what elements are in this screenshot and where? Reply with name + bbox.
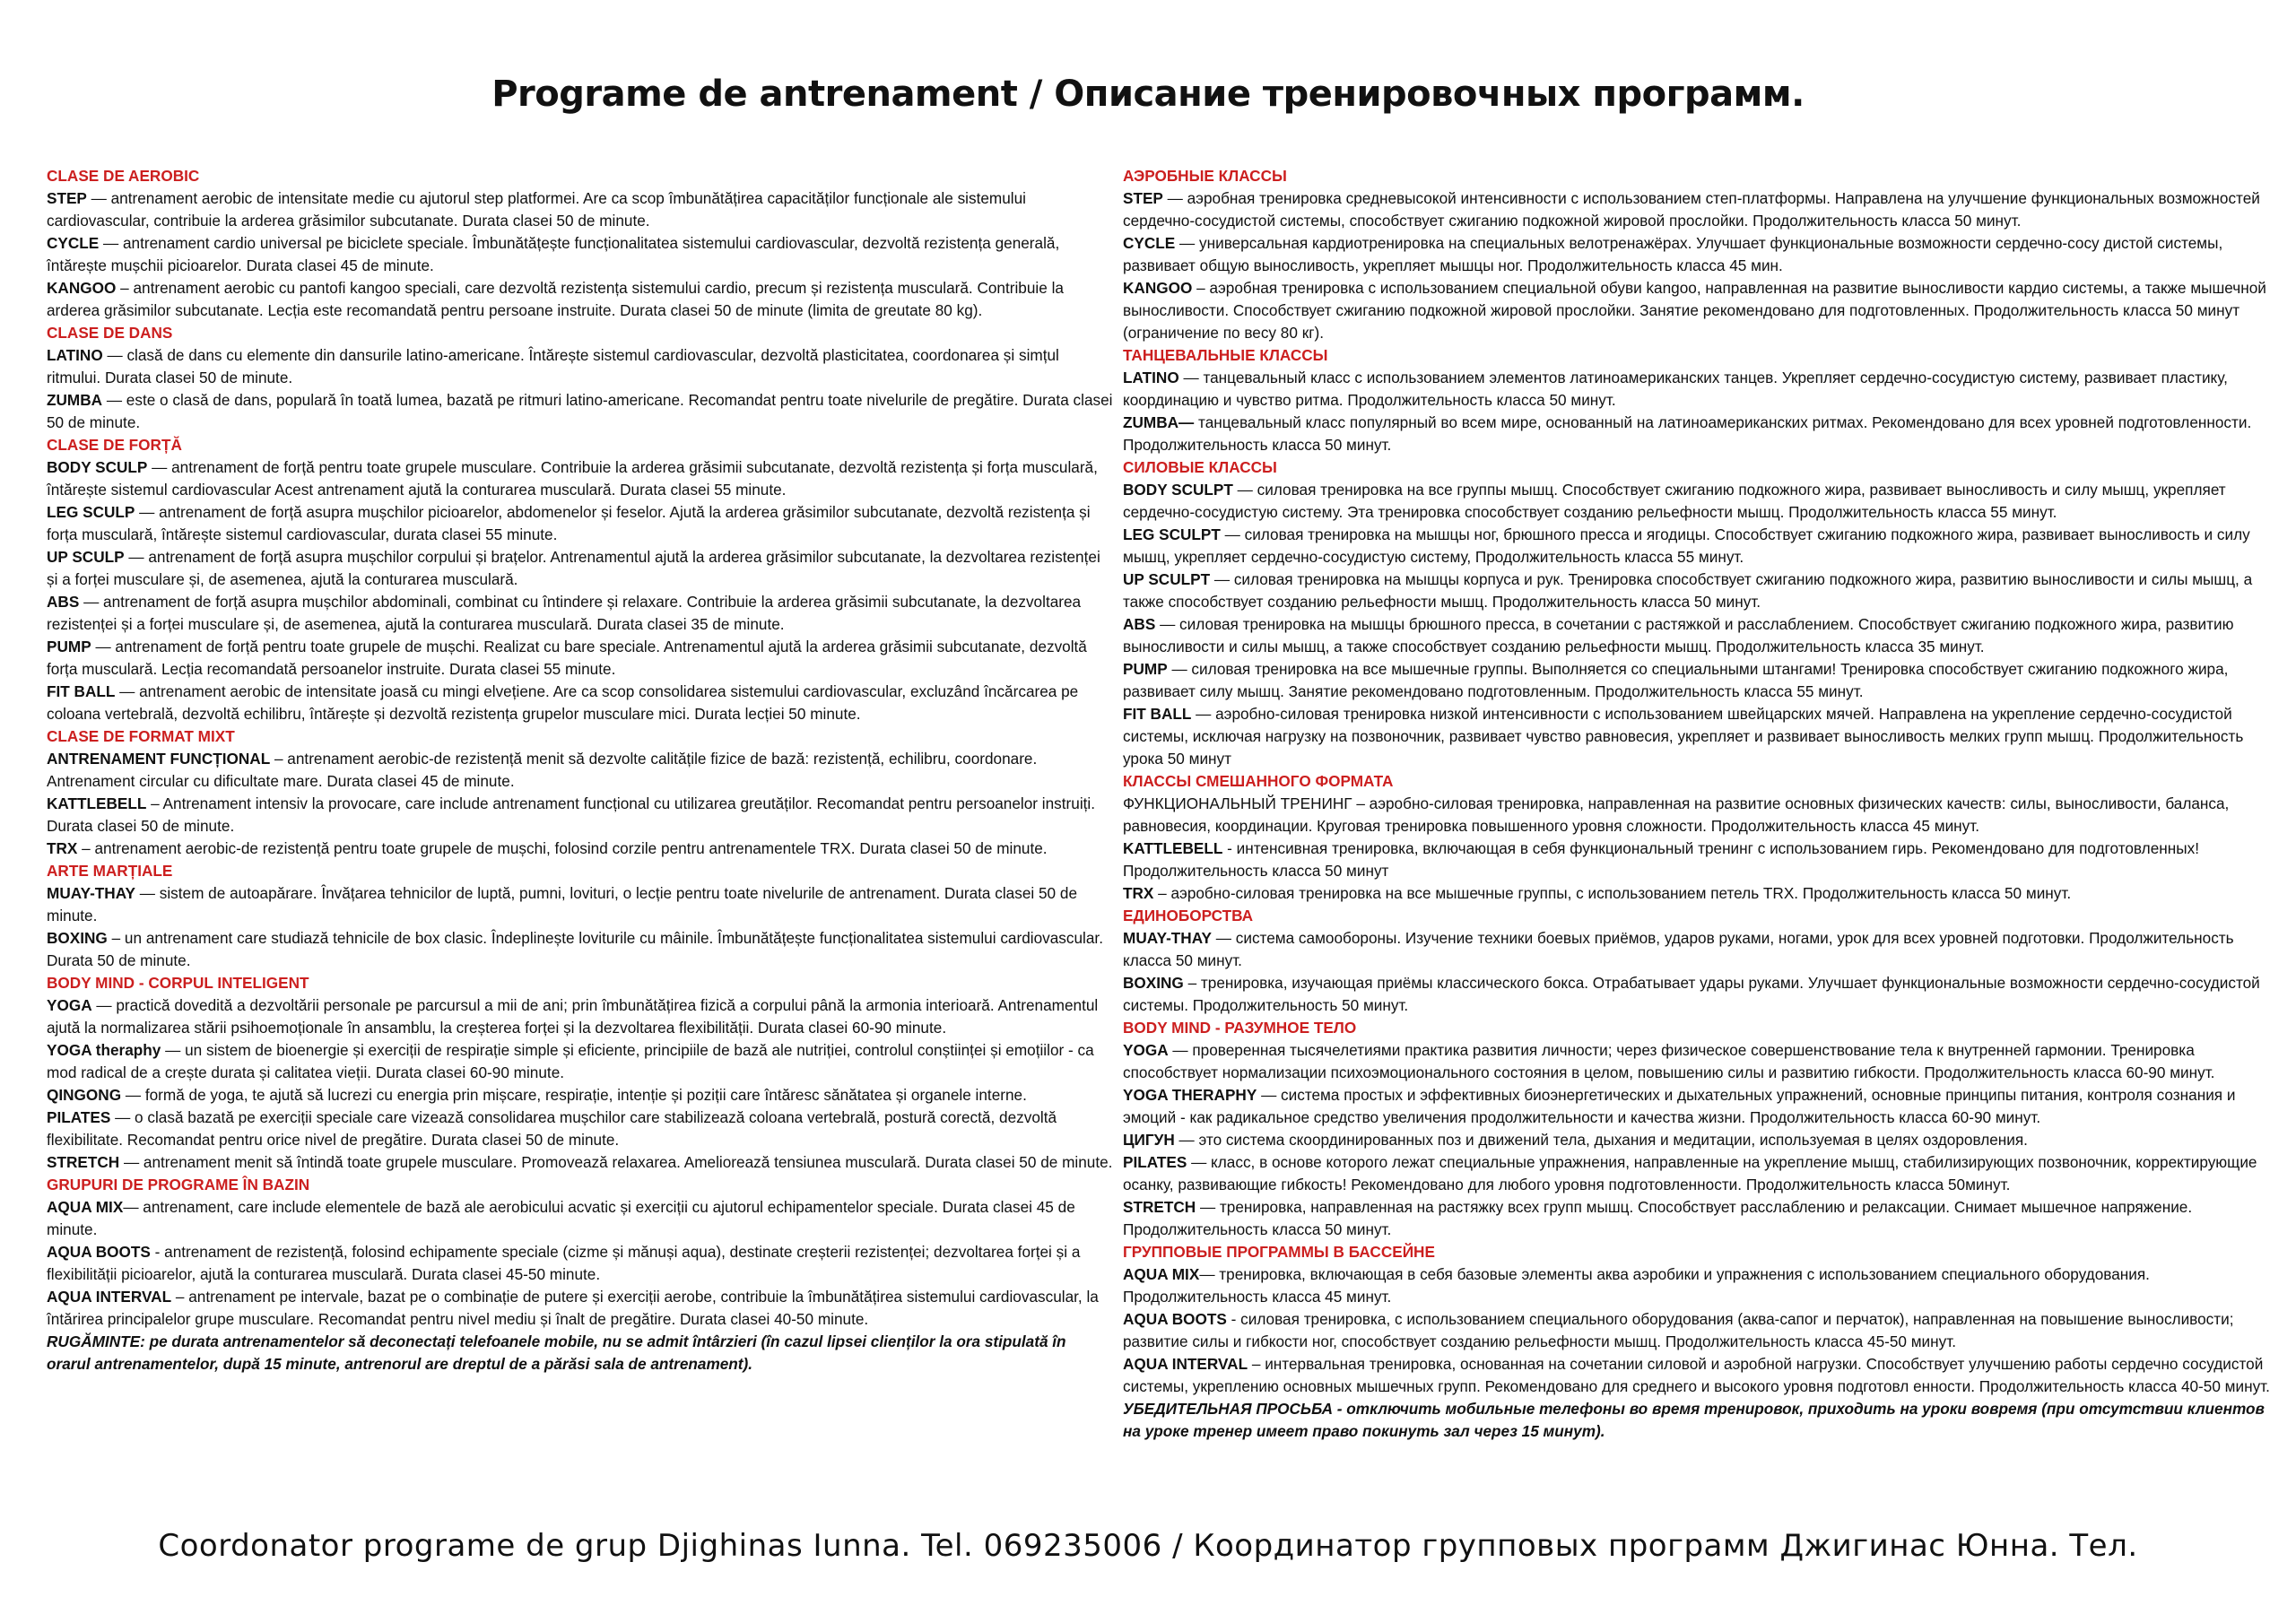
program-description: — antrenament cardio universal pe biciclete speciale. Îmbunătățește funcționalitatea sistemului cardiovascular, dezvoltă rezistența generală, întărește mușchii picioarelor. Durata clasei 45 de minute. [47, 234, 1060, 274]
program-name: AQUA BOOTS [1123, 1310, 1227, 1328]
section-heading: BODY MIND - РАЗУМНОЕ ТЕЛО [1123, 1019, 1357, 1037]
program-entry [47, 546, 1114, 591]
program-name: MUAY-THAY [1123, 929, 1213, 947]
program-description: — силовая тренировка на мышцы ног, брюшного пресса и ягодицы. Способствует сжиганию подкожного жира, развивает выносливость и силу мышц, укрепляет сердечно-сосудистую систему, Продолжительность класса 55 минут. [1123, 525, 2250, 566]
program-description: — универсальная кардиотренировка на специальных велотренажёрах. Улучшает функциональные возможности сердечно-сосу дистой системы, развивает общую выносливость, укрепляет мышцы ног. Продолжительность класса 45 мин. [1123, 234, 2223, 274]
notice-text [47, 1331, 1114, 1376]
program-description: - силовая тренировка, с использованием специального оборудования (аква-сапог и перчаток), направленная на повышение выносливости; развитие силы и гибкости ног, способствует созданию рельефности мышц. Продолжительность класса 45-50 минут. [1123, 1310, 2234, 1350]
program-name: UP SCULP [47, 548, 125, 566]
program-description: - интенсивная тренировка, включающая в себя функциональный тренинг с использованием гирь. Рекомендовано для подготовленных! Продолжительность класса 50 минут [1123, 839, 2199, 880]
program-entry [1123, 927, 2271, 972]
program-name: PILATES [47, 1108, 111, 1126]
program-name: LATINO [1123, 369, 1179, 386]
section-heading: CLASE DE FORȚĂ [47, 436, 182, 454]
section-heading: АЭРОБНЫЕ КЛАССЫ [1123, 167, 1287, 185]
program-description: – аэробно-силовая тренировка на все мышечные группы, с использованием петель TRX. Продолжительность класса 50 минут. [1153, 884, 2072, 902]
program-entry [47, 1039, 1114, 1084]
program-entry [1123, 658, 2271, 703]
program-description: — un sistem de bioenergie și exerciții de respirație simple și eficiente, principiile de bază ale nutriției, controlul conștiinței și emoțiilor - ca mod radical de a crește durata și calitatea vieții. Durata clasei 60-90 minute. [47, 1041, 1094, 1081]
program-description: — аэробно-силовая тренировка низкой интенсивности с использованием швейцарских мячей. Направлена на укрепление сердечно-сосудистой системы, исключая нагрузку на позвоночник, развивает чувство равновесия, укрепляет и развивает выносливость мелких групп мышц. Продолжительность урока 50 минут [1123, 705, 2244, 768]
program-name: AQUA INTERVAL [47, 1288, 172, 1306]
section-heading: ЕДИНОБОРСТВА [1123, 907, 1254, 924]
program-entry [47, 232, 1114, 277]
program-description: – аэробная тренировка с использованием специальной обуви kangoo, направленная на развитие выносливости кардио системы, а также мышечной выносливости. Способствует сжиганию подкожной жировой прослойки. Занятие рекомендовано для подготовленных. Продолжительность класса 50 минут (ограничение по весу 80 кг). [1123, 279, 2266, 342]
program-name: AQUA MIX [1123, 1265, 1200, 1283]
program-name: YOGA theraphy [47, 1041, 161, 1059]
program-name: STEP [1123, 189, 1163, 207]
program-entry [47, 838, 1114, 860]
page-title: Programe de antrenament / Описание тренировочных программ. [491, 74, 1805, 115]
program-entry [1123, 613, 2271, 658]
program-description: — o clasă bazată pe exerciții speciale care vizează consolidarea mușchilor care stabilizează coloana vertebrală, postură corectă, dezvoltă flexibilitate. Recomandat pentru orice nivel de pregătire. Durata clasei 50 de minute. [47, 1108, 1057, 1149]
program-entry [1123, 703, 2271, 770]
program-name: FIT BALL [47, 682, 116, 700]
program-name: ABS [47, 593, 80, 611]
program-name: ABS [1123, 615, 1156, 633]
program-name: ЦИГУН [1123, 1131, 1175, 1149]
program-name: BODY SCULPT [1123, 481, 1233, 499]
program-entry [47, 277, 1114, 322]
section-heading: ARTE MARȚIALE [47, 862, 173, 880]
program-description: — este o clasă de dans, populară în toată lumea, bazată pe ritmuri latino-americane. Recomandat pentru toate nivelurile de pregătire. Durata clasei 50 de minute. [47, 391, 1113, 431]
program-name: ANTRENAMENT FUNCȚIONAL [47, 750, 271, 768]
program-description: танцевальный класс популярный во всем мире, основанный на латиноамериканских ритмах. Рекомендовано для всех уровней подготовленности. Продолжительность класса 50 минут. [1123, 413, 2252, 454]
program-description: — класс, в основе которого лежат специальные упражнения, направленные на укрепление мышц, стабилизирующих позвоночник, корректирующие осанку, развивающие гибкость! Рекомендовано для любого уровня подготовленности. Продолжительность класса 50минут. [1123, 1153, 2257, 1193]
program-name: TRX [47, 839, 78, 857]
program-name: FIT BALL [1123, 705, 1192, 723]
program-description: – antrenament pe intervale, bazat pe o combinație de putere și exerciții aerobe, contribuie la îmbunătățirea sistemului cardiovascular, la întărirea principalelor grupe musculare. Recomandat pentru nivel mediu și înalt de pregătire. Durata clasei 40-50 minute. [47, 1288, 1099, 1328]
program-entry [47, 1151, 1114, 1174]
program-description: — clasă de dans cu elemente din dansurile latino-americane. Întărește sistemul cardiovascular, dezvoltă plasticitatea, coordonarea și simțul ritmului. Durata clasei 50 de minute. [47, 346, 1059, 386]
program-entry [1123, 1308, 2271, 1353]
program-entry [47, 1241, 1114, 1286]
program-entry [47, 187, 1114, 232]
program-description: — sistem de autoapărare. Învățarea tehnicilor de luptă, pumni, lovituri, o lecție pentru toate nivelurile de antrenament. Durata clasei 50 de minute. [47, 884, 1077, 924]
program-name: YOGA THERAPHY [1123, 1086, 1257, 1104]
program-description: ФУНКЦИОНАЛЬНЫЙ ТРЕНИНГ – аэробно-силовая тренировка, направленная на развитие основных физических качеств: силы, выносливости, баланса, равновесия, координации. Круговая тренировка повышенного уровня сложности. Продолжительность класса 45 минут. [1123, 794, 2230, 835]
program-description: – antrenament aerobic-de rezistență menit să dezvolte calitățile fizice de bază: rezistență, echilibru, coordonare. Antrenament circular cu dificultate mare. Durata clasei 45 de minute. [47, 750, 1038, 790]
program-entry [1123, 277, 2271, 344]
program-name: KATTLEBELL [1123, 839, 1223, 857]
program-entry [1123, 882, 2271, 905]
section-heading: BODY MIND - CORPUL INTELIGENT [47, 974, 309, 992]
program-description: — это система скоординированных поз и движений тела, дыхания и медитации, используемая в целях оздоровления. [1174, 1131, 2028, 1149]
program-name: LEG SCULP [47, 503, 135, 521]
section-heading: ТАНЦЕВАЛЬНЫЕ КЛАССЫ [1123, 346, 1328, 364]
program-description: — силовая тренировка на все мышечные группы. Выполняется со специальными штангами! Тренировка способствует сжиганию подкожного жира, развивает силу мышц. Занятие рекомендовано подготовленным. Продолжительность класса 55 минут. [1123, 660, 2229, 700]
romanian-column [47, 165, 1114, 1376]
program-entry [47, 994, 1114, 1039]
program-entry [47, 1286, 1114, 1331]
program-name: KATTLEBELL [47, 794, 147, 812]
program-description: — силовая тренировка на все группы мышц. Способствует сжиганию подкожного жира, развивает выносливость и силу мышц, укрепляет сердечно-сосудистую систему. Эта тренировка способствует созданию рельефности мышц. Продолжительность класса 55 минут. [1123, 481, 2226, 521]
notice-text [1123, 1398, 2271, 1443]
program-description: — antrenament aerobic de intensitate joasă cu mingi elvețiene. Are ca scop consolidarea sistemului cardiovascular, excluzând încărcarea pe coloana vertebrală, dezvoltă echilibru, întărește și dezvoltă rezistența grupelor musculare mici. Durata lecției 50 minute. [47, 682, 1079, 723]
program-description: — система простых и эффективных биоэнергетических и дыхательных упражнений, основные принципы питания, контроля сознания и эмоций - как радикальное средство увеличения продолжительности и качества жизни. Продолжительность класса 60-90 минут. [1123, 1086, 2236, 1126]
program-description: - antrenament de rezistență, folosind echipamente speciale (cizme și mănuși aqua), destinate creșterii rezistenței; dezvoltarea forței și a flexibilității picioarelor, ajută la conturarea musculară. Durata clasei 45-50 minute. [47, 1243, 1081, 1283]
program-name: UP SCULPT [1123, 570, 1211, 588]
program-entry [47, 748, 1114, 793]
program-description: — antrenament de forță asupra mușchilor picioarelor, abdomenelor și feselor. Ajută la arderea grăsimilor subcutanate, dezvoltă rezistența și forța musculară, întărește sistemul cardiovascular, durata clasei 55 minute. [47, 503, 1091, 543]
russian-column [1123, 165, 2271, 1443]
section-heading: GRUPURI DE PROGRAME ÎN BAZIN [47, 1176, 310, 1193]
program-entry [47, 591, 1114, 636]
program-description: – тренировка, изучающая приёмы классического бокса. Отрабатывает удары руками. Улучшает функциональные возможности сердечно-сосудистой системы. Продолжительность 50 минут. [1123, 974, 2260, 1014]
program-name: PUMP [47, 638, 91, 655]
program-entry [1123, 1129, 2271, 1151]
program-entry [47, 501, 1114, 546]
program-name: ZUMBA [47, 391, 103, 409]
program-name: KANGOO [1123, 279, 1193, 297]
program-name: MUAY-THAY [47, 884, 136, 902]
program-description: — antrenament de forță pentru toate grupele de mușchi. Realizat cu bare speciale. Antrenamentul ajută la arderea grăsimii subcutanate, dezvoltă forța musculară. Lecția recomandată persoanelor instruite. Durata clasei 55 minute. [47, 638, 1087, 678]
program-entry [47, 1196, 1114, 1241]
program-name: STRETCH [47, 1153, 120, 1171]
program-description: — antrenament de forță asupra mușchilor abdominali, combinat cu întindere și relaxare. Contribuie la arderea grăsimii subcutanate, la dezvoltarea rezistenței și a forței musculare și, de asemenea, ajută la conturarea musculară. Durata clasei 35 de minute. [47, 593, 1082, 633]
section-heading: CLASE DE AEROBIC [47, 167, 200, 185]
program-name: AQUA INTERVAL [1123, 1355, 1248, 1373]
program-entry [1123, 793, 2271, 838]
program-name: YOGA [1123, 1041, 1169, 1059]
program-description: – un antrenament care studiază tehnicile de box clasic. Îndeplinește loviturile cu mâinile. Îmbunătățește funcționalitatea sistemului cardiovascular. Durata 50 de minute. [47, 929, 1103, 969]
program-entry [1123, 524, 2271, 568]
program-entry [47, 344, 1114, 389]
program-entry [47, 1107, 1114, 1151]
program-entry [1123, 1263, 2271, 1308]
program-description: — antrenament aerobic de intensitate medie cu ajutorul step platformei. Are ca scop îmbunătățirea capacităților funcționale ale sistemului cardiovascular, contribuie la arderea grăsimilor subcutanate. Durata clasei 50 de minute. [47, 189, 1026, 230]
program-entry [1123, 187, 2271, 232]
program-name: CYCLE [47, 234, 104, 252]
program-name: TRX [1123, 884, 1154, 902]
section-heading: CLASE DE FORMAT MIXT [47, 727, 235, 745]
program-description: — система самообороны. Изучение техники боевых приёмов, ударов руками, ногами, урок для всех уровней подготовки. Продолжительность класса 50 минут. [1123, 929, 2234, 969]
program-entry [47, 1084, 1114, 1107]
program-description: — силовая тренировка на мышцы брюшного пресса, в сочетании с растяжкой и расслаблением. Способствует сжиганию подкожного жира, развитию выносливости и силы мышц, а также способствует созданию рельефности мышц. Продолжительность класса 35 минут. [1123, 615, 2234, 655]
program-name: QINGONG [47, 1086, 122, 1104]
program-description: — antrenament de forță asupra mușchilor corpului și brațelor. Antrenamentul ajută la arderea grăsimilor subcutanate, la dezvoltarea rezistenței și a forței musculare și, de asemenea, ajută la conturarea musculară. [47, 548, 1100, 588]
program-entry [1123, 568, 2271, 613]
program-name: STRETCH [1123, 1198, 1196, 1216]
program-description: — practică dovedită a dezvoltării personale pe parcursul a mii de ani; prin îmbunătățirea fizică a corpului până la armonia interioară. Antrenamentul ajută la normalizarea stării psihoemoționale în ansamblu, la creșterea forței și la dezvoltarea flexibilității. Durata clasei 60-90 minute. [47, 996, 1099, 1037]
program-name: CYCLE [1123, 234, 1176, 252]
program-name: AQUA MIX [47, 1198, 124, 1216]
program-name: AQUA BOOTS [47, 1243, 151, 1261]
program-name: STEP [47, 189, 87, 207]
section-heading: СИЛОВЫЕ КЛАССЫ [1123, 458, 1277, 476]
program-entry [47, 636, 1114, 681]
program-entry [1123, 1039, 2271, 1084]
program-name: PUMP [1123, 660, 1168, 678]
program-description: — antrenament menit să întindă toate grupele musculare. Promovează relaxarea. Ameliorează tensiunea musculară. Durata clasei 50 de minute. [119, 1153, 1113, 1171]
program-description: — тренировка, включающая в себя базовые элементы аква аэробики и упражнения с использованием специального оборудования. Продолжительность класса 45 минут. [1123, 1265, 2150, 1306]
program-description: pe durata antrenamentelor să deconectați telefoanele mobile, nu se admit întârzieri (în cazul lipsei clienților la ora stipulată în orarul antrenamentelor, după 15 minute, antrenorul are dreptul de a părăsi sala de antrenament). [47, 1332, 1066, 1373]
program-name: LEG SCULPT [1123, 525, 1221, 543]
program-description: — тренировка, направленная на растяжку всех групп мышц. Способствует расслаблению и релаксации. Снимает мышечное напряжение. Продолжительность класса 50 минут. [1123, 1198, 2193, 1238]
program-description: – интервальная тренировка, основанная на сочетании силовой и аэробной нагрузки. Способствует улучшению работы сердечно сосудистой системы, укреплению основных мышечных групп. Рекомендовано для среднего и высокого уровня подготовл енности. Продолжительность класса 40-50 минут. [1123, 1355, 2270, 1395]
program-entry [1123, 367, 2271, 412]
program-entry [47, 456, 1114, 501]
program-entry [47, 793, 1114, 838]
footer-contact: Coordonator programe de grup Djighinas Iunna. Tel. 069235006 / Координатор групповых программ Джигинас Юнна. Тел. [158, 1528, 2138, 1564]
program-description: — проверенная тысячелетиями практика развития личности; через физическое совершенствование тела к внутренней гармонии. Тренировка способствует нормализации психоэмоционального состояния в целом, повышению силы и развитию гибкости. Продолжительность класса 60-90 минут. [1123, 1041, 2215, 1081]
program-description: - отключить мобильные телефоны во время тренировок, приходить на уроки вовремя (при отсутствии клиентов на уроке тренер имеет право покинуть зал через 15 минут). [1123, 1400, 2265, 1440]
program-entry [1123, 479, 2271, 524]
program-entry [1123, 1353, 2271, 1398]
program-entry [47, 882, 1114, 927]
program-entry [1123, 1196, 2271, 1241]
program-entry [1123, 1084, 2271, 1129]
program-description: — силовая тренировка на мышцы корпуса и рук. Тренировка способствует сжиганию подкожного жира, развитию выносливости и силы мышц, а также способствует созданию рельефности мышц. Продолжительность класса 50 минут. [1123, 570, 2253, 611]
section-heading: ГРУППОВЫЕ ПРОГРАММЫ В БАССЕЙНЕ [1123, 1243, 1435, 1261]
program-entry [47, 389, 1114, 434]
program-description: – Antrenament intensiv la provocare, care include antrenament funcțional cu utilizarea greutăților. Recomandat pentru persoanelor instruiți. Durata clasei 50 de minute. [47, 794, 1096, 835]
program-entry [1123, 972, 2271, 1017]
program-name: PILATES [1123, 1153, 1187, 1171]
program-name: УБЕДИТЕЛЬНАЯ ПРОСЬБА [1123, 1400, 1334, 1418]
program-name: BOXING [47, 929, 108, 947]
program-name: BODY SCULP [47, 458, 148, 476]
program-description: — antrenament de forță pentru toate grupele musculare. Contribuie la arderea grăsimii subcutanate, dezvoltă rezistența și forța musculară, întărește sistemul cardiovascular Acest antrenament ajută la conturarea musculară. Durata clasei 55 minute. [47, 458, 1098, 499]
program-name: KANGOO [47, 279, 117, 297]
section-heading: CLASE DE DANS [47, 324, 173, 342]
program-description: — аэробная тренировка средневысокой интенсивности с использованием степ-платформы. Направлена на улучшение функциональных возможностей сердечно-сосудистой системы, способствует сжиганию подкожной жировой прослойки. Продолжительность класса 50 минут. [1123, 189, 2260, 230]
program-description: – antrenament aerobic cu pantofi kangoo speciali, care dezvoltă rezistența sistemului cardio, precum și rezistența musculară. Contribuie la arderea grăsimilor subcutanate. Lecția este recomandată pentru persoane instruite. Durata clasei 50 de minute (limita de greutate 80 kg). [47, 279, 1064, 319]
program-entry [1123, 232, 2271, 277]
program-description: – antrenament aerobic-de rezistență pentru toate grupele de mușchi, folosind corzile pentru antrenamentele TRX. Durata clasei 50 de minute. [77, 839, 1048, 857]
program-name: RUGĂMINTE: [47, 1332, 145, 1350]
program-entry [47, 927, 1114, 972]
program-entry [47, 681, 1114, 725]
program-description: — танцевальный класс с использованием элементов латиноамериканских танцев. Укрепляет сердечно-сосудистую систему, развивает пластику, координацию и чувство ритма. Продолжительность класса 50 минут. [1123, 369, 2228, 409]
program-name: ZUMBA— [1123, 413, 1195, 431]
program-name: LATINO [47, 346, 103, 364]
section-heading: КЛАССЫ СМЕШАННОГО ФОРМАТА [1123, 772, 1394, 790]
program-name: BOXING [1123, 974, 1184, 992]
program-entry [1123, 838, 2271, 882]
program-entry [1123, 412, 2271, 456]
program-description: — antrenament, care include elementele de bază ale aerobicului acvatic și exerciții cu ajutorul echipamentelor speciale. Durata clasei 45 de minute. [47, 1198, 1075, 1238]
program-entry [1123, 1151, 2271, 1196]
program-name: YOGA [47, 996, 92, 1014]
program-description: — formă de yoga, te ajută să lucrezi cu energia prin mișcare, respirație, intenție și poziții care întăresc sănătatea și organele interne. [121, 1086, 1027, 1104]
